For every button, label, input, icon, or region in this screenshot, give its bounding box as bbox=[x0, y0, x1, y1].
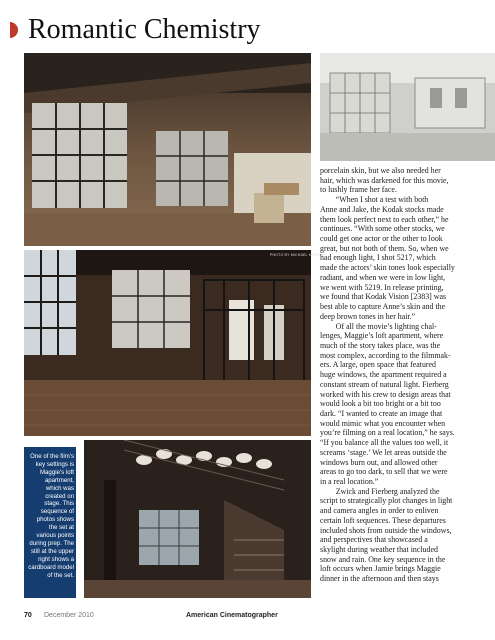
red-half-circle-bullet-icon bbox=[8, 21, 20, 39]
body-line: Zwick and Fierberg analyzed the bbox=[320, 486, 440, 496]
page-title: Romantic Chemistry bbox=[28, 14, 261, 45]
article-body bbox=[320, 166, 491, 584]
caption-line: of the set. bbox=[47, 571, 74, 579]
body-line: Anne and Jake, the Kodak stocks made bbox=[320, 204, 444, 214]
caption-line: stage. This bbox=[44, 500, 74, 508]
cardboard-model-photo bbox=[320, 53, 495, 161]
body-line: huge windows, the apartment required a bbox=[320, 370, 447, 380]
body-line: in a real location.” bbox=[320, 477, 379, 486]
body-line: much of the story takes place, was the bbox=[320, 340, 441, 350]
body-line: Of all the movie’s lighting chal- bbox=[320, 321, 437, 331]
caption-line: One of the film's bbox=[30, 453, 74, 460]
body-line: certain loft sequences. These departures bbox=[320, 515, 446, 525]
caption-line: right shows a bbox=[38, 555, 74, 563]
page-header bbox=[8, 12, 261, 48]
body-line: them look perfect next to each other,” he bbox=[320, 214, 449, 224]
body-line: we went with 5219. In release printing, bbox=[320, 282, 444, 292]
loft-set-photo bbox=[24, 250, 311, 436]
body-line: best able to capture Anne’s skin and the bbox=[320, 302, 446, 312]
body-line: dark. “I wanted to create an image that bbox=[320, 408, 443, 418]
body-line: would look a bit too bright or a bit too bbox=[320, 399, 441, 409]
photo-credit: PHOTO BY MICHAEL KREMER bbox=[270, 253, 325, 257]
body-line: could get one actor or the other to look bbox=[320, 234, 443, 244]
body-line: would mimic what you encounter when bbox=[320, 418, 446, 428]
body-line: made the actors’ skin tones look especially bbox=[320, 263, 455, 273]
caption-line: various points bbox=[36, 532, 74, 540]
stage-lighting-rig-photo bbox=[84, 440, 311, 598]
body-line: great, but not both of them. So, when we bbox=[320, 243, 449, 253]
caption-line: created on bbox=[45, 492, 74, 500]
caption-line: apartment, bbox=[44, 476, 74, 484]
body-line: “When I shot a test with both bbox=[320, 195, 429, 205]
issue-date: December 2010 bbox=[44, 612, 94, 619]
caption-line: photos shows bbox=[36, 516, 74, 524]
caption-line: which was bbox=[45, 484, 74, 492]
photo-caption bbox=[26, 453, 74, 580]
body-line: and camera angles in order to enliven bbox=[320, 506, 439, 516]
body-line: lenges, Maggie’s loft apartment, where bbox=[320, 331, 444, 341]
body-line: “If you balance all the values too well, it bbox=[320, 438, 449, 448]
page-number: 70 bbox=[24, 612, 32, 619]
body-line: you’re filming on a real location,” he says. bbox=[320, 428, 455, 438]
body-line: ers. A large, open space that featured bbox=[320, 360, 436, 370]
body-line: had enough light, I shot 5217, which bbox=[320, 253, 436, 263]
body-line: radiant, and when we were in low light, bbox=[320, 272, 446, 282]
body-line: windows burn out, and allowed other bbox=[320, 457, 438, 467]
body-line: screams ‘stage.’ We let areas outside the bbox=[320, 447, 447, 457]
caption-line: still at the upper bbox=[30, 547, 74, 555]
body-line: and perspectives that showcased a bbox=[320, 535, 428, 545]
warehouse-interior-photo bbox=[24, 53, 311, 246]
body-line: skylight during weather that included bbox=[320, 545, 438, 555]
caption-line: key settings is bbox=[35, 460, 74, 468]
body-line: snow and rain. One key sequence in the bbox=[320, 554, 446, 564]
body-line: most complex, according to the filmmak- bbox=[320, 350, 451, 360]
body-line: hair, which was darkened for this movie, bbox=[320, 175, 449, 185]
caption-line: sequence of bbox=[40, 508, 74, 516]
caption-line: during prep. The bbox=[29, 539, 74, 547]
body-line: continues. “With some other stocks, we bbox=[320, 224, 445, 234]
caption-line: Maggie's loft bbox=[39, 468, 74, 476]
body-line: dinner in the afternoon and then stays bbox=[320, 574, 439, 584]
body-line: porcelain skin, but we also needed her bbox=[320, 166, 441, 175]
body-line: we found that Kodak Vision [2383] was bbox=[320, 292, 447, 302]
body-line: deep brown tones in her hair.” bbox=[320, 311, 416, 321]
body-line: to lushly frame her face. bbox=[320, 185, 397, 195]
body-line: loft occurs when Jamie brings Maggie bbox=[320, 564, 441, 574]
magazine-name: American Cinematographer bbox=[186, 612, 278, 619]
body-line: areas to go too dark, to sell that we were bbox=[320, 467, 448, 477]
caption-line: the set at bbox=[48, 524, 74, 532]
body-line: included shots from outside the windows, bbox=[320, 525, 452, 535]
caption-line: cardboard model bbox=[28, 563, 74, 571]
body-line: constant stream of natural light. Fierberg bbox=[320, 379, 449, 389]
body-line: worked with his crew to design areas that bbox=[320, 389, 451, 399]
body-line: script to strategically plot changes in light bbox=[320, 496, 453, 506]
